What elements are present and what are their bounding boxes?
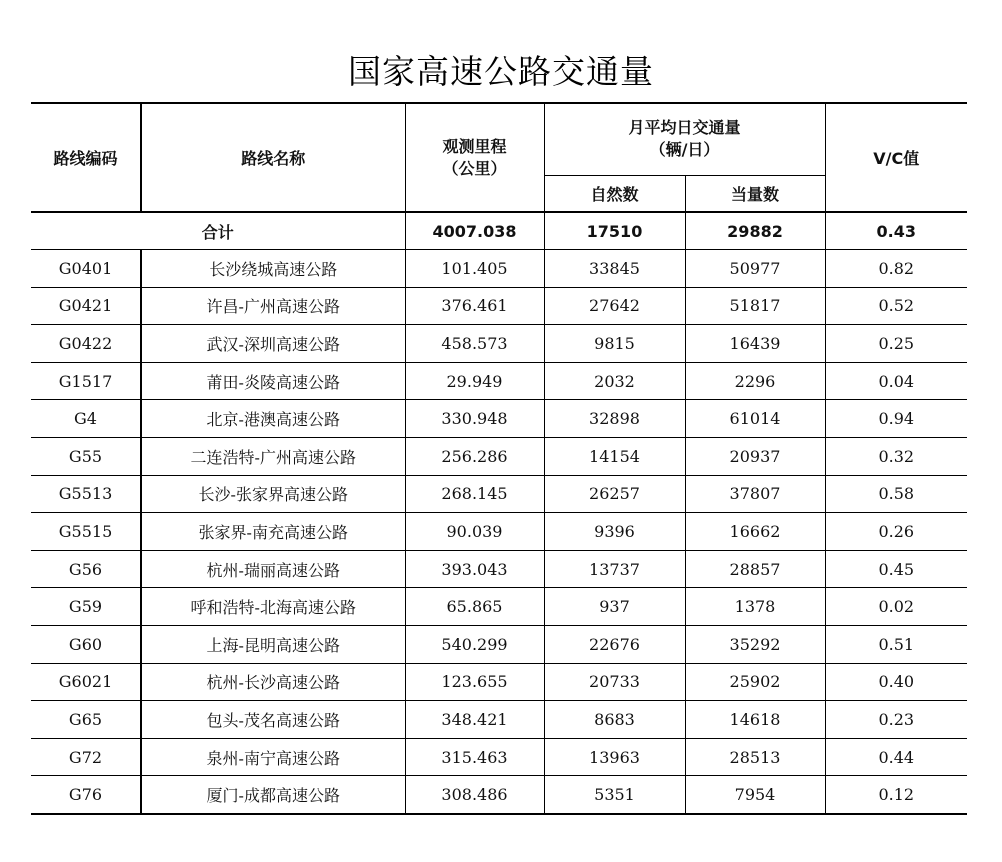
total-mileage: 4007.038	[405, 212, 544, 250]
cell-equivalent: 25902	[685, 663, 825, 701]
header-route-name: 路线名称	[141, 103, 405, 212]
table-row	[31, 287, 967, 325]
table-row	[31, 438, 967, 476]
cell-mileage: 268.145	[405, 475, 544, 513]
cell-route-code: G0401	[58, 258, 113, 278]
table-row	[31, 475, 967, 513]
cell-vc: 0.04	[825, 362, 967, 400]
header-traffic-line2: （辆/日）	[649, 140, 720, 160]
header-mileage-line1: 观测里程	[442, 136, 507, 156]
cell-route-name: 北京-港澳高速公路	[141, 400, 405, 438]
header-monthly-traffic	[544, 103, 825, 175]
cell-mileage: 458.573	[405, 325, 544, 363]
cell-vc: 0.25	[825, 325, 967, 363]
total-row	[31, 212, 967, 250]
table-row	[31, 250, 967, 288]
cell-equivalent: 7954	[685, 776, 825, 814]
cell-vc: 0.51	[825, 626, 967, 664]
cell-route-code: G6021	[58, 672, 113, 692]
cell-vc: 0.45	[825, 550, 967, 588]
table-row	[31, 701, 967, 739]
table-row	[31, 400, 967, 438]
cell-route-name: 长沙绕城高速公路	[141, 250, 405, 288]
cell-mileage: 101.405	[405, 250, 544, 288]
cell-natural: 9815	[544, 325, 685, 363]
header-mileage	[405, 103, 544, 212]
cell-natural: 13737	[544, 550, 685, 588]
cell-natural: 20733	[544, 663, 685, 701]
header-equivalent: 当量数	[685, 175, 825, 212]
cell-vc: 0.23	[825, 701, 967, 739]
cell-natural: 27642	[544, 287, 685, 325]
cell-route-code: G4	[74, 409, 97, 429]
cell-equivalent: 28513	[685, 738, 825, 776]
cell-route-code: G60	[68, 634, 103, 654]
cell-vc: 0.44	[825, 738, 967, 776]
cell-vc: 0.32	[825, 438, 967, 476]
cell-route-name: 武汉-深圳高速公路	[141, 325, 405, 363]
cell-route-name: 泉州-南宁高速公路	[141, 738, 405, 776]
cell-route-code: G0421	[58, 296, 113, 316]
cell-route-code: G59	[68, 597, 103, 617]
cell-route-name: 莆田-炎陵高速公路	[141, 362, 405, 400]
cell-mileage: 540.299	[405, 626, 544, 664]
cell-mileage: 393.043	[405, 550, 544, 588]
cell-route-name: 二连浩特-广州高速公路	[141, 438, 405, 476]
cell-vc: 0.52	[825, 287, 967, 325]
header-mileage-line2: （公里）	[442, 158, 507, 178]
cell-mileage: 376.461	[405, 287, 544, 325]
table-row	[31, 550, 967, 588]
cell-natural: 33845	[544, 250, 685, 288]
cell-route-code: G5513	[58, 484, 113, 504]
cell-equivalent: 20937	[685, 438, 825, 476]
table-row	[31, 588, 967, 626]
cell-natural: 26257	[544, 475, 685, 513]
cell-mileage: 29.949	[405, 362, 544, 400]
cell-natural: 13963	[544, 738, 685, 776]
cell-equivalent: 35292	[685, 626, 825, 664]
page-title: 国家高速公路交通量	[348, 52, 654, 91]
cell-natural: 14154	[544, 438, 685, 476]
cell-vc: 0.82	[825, 250, 967, 288]
cell-route-name: 许昌-广州高速公路	[141, 287, 405, 325]
total-equivalent: 29882	[685, 212, 825, 250]
cell-route-code: G0422	[58, 334, 113, 354]
cell-natural: 32898	[544, 400, 685, 438]
cell-natural: 9396	[544, 513, 685, 551]
cell-route-name: 长沙-张家界高速公路	[141, 475, 405, 513]
table-row	[31, 513, 967, 551]
cell-mileage: 315.463	[405, 738, 544, 776]
cell-natural: 8683	[544, 701, 685, 739]
table-row	[31, 325, 967, 363]
cell-equivalent: 14618	[685, 701, 825, 739]
cell-natural: 2032	[544, 362, 685, 400]
cell-route-name: 厦门-成都高速公路	[141, 776, 405, 814]
cell-equivalent: 28857	[685, 550, 825, 588]
cell-route-code: G65	[68, 710, 103, 730]
cell-route-name: 杭州-瑞丽高速公路	[141, 550, 405, 588]
total-label: 合计	[201, 222, 234, 242]
total-natural: 17510	[544, 212, 685, 250]
cell-equivalent: 16662	[685, 513, 825, 551]
cell-route-code: G76	[68, 784, 103, 804]
table-row	[31, 626, 967, 664]
cell-equivalent: 16439	[685, 325, 825, 363]
cell-natural: 937	[544, 588, 685, 626]
cell-vc: 0.40	[825, 663, 967, 701]
cell-mileage: 123.655	[405, 663, 544, 701]
cell-route-name: 张家界-南充高速公路	[141, 513, 405, 551]
table-row	[31, 738, 967, 776]
cell-equivalent: 51817	[685, 287, 825, 325]
cell-route-code: G56	[68, 559, 103, 579]
table-row	[31, 663, 967, 701]
cell-route-name: 包头-茂名高速公路	[141, 701, 405, 739]
cell-vc: 0.58	[825, 475, 967, 513]
cell-route-name: 呼和浩特-北海高速公路	[141, 588, 405, 626]
cell-route-code: G55	[68, 446, 103, 466]
header-natural: 自然数	[544, 175, 685, 212]
cell-vc: 0.12	[825, 776, 967, 814]
cell-route-name: 上海-昆明高速公路	[141, 626, 405, 664]
cell-equivalent: 2296	[685, 362, 825, 400]
table-row	[31, 776, 967, 814]
cell-equivalent: 50977	[685, 250, 825, 288]
cell-route-code: G72	[68, 747, 103, 767]
cell-route-name: 杭州-长沙高速公路	[141, 663, 405, 701]
cell-mileage: 308.486	[405, 776, 544, 814]
cell-mileage: 65.865	[405, 588, 544, 626]
cell-vc: 0.26	[825, 513, 967, 551]
table-row	[31, 362, 967, 400]
header-traffic-line1: 月平均日交通量	[628, 118, 741, 138]
cell-natural: 22676	[544, 626, 685, 664]
cell-natural: 5351	[544, 776, 685, 814]
total-vc: 0.43	[825, 212, 967, 250]
cell-mileage: 90.039	[405, 513, 544, 551]
traffic-table	[31, 102, 967, 815]
cell-route-code: G5515	[58, 522, 113, 542]
cell-mileage: 256.286	[405, 438, 544, 476]
header-route-code: 路线编码	[31, 103, 141, 212]
cell-vc: 0.94	[825, 400, 967, 438]
cell-route-code: G1517	[58, 371, 113, 391]
cell-mileage: 348.421	[405, 701, 544, 739]
cell-mileage: 330.948	[405, 400, 544, 438]
cell-equivalent: 61014	[685, 400, 825, 438]
cell-vc: 0.02	[825, 588, 967, 626]
header-vc: V/C值	[825, 103, 967, 212]
cell-equivalent: 1378	[685, 588, 825, 626]
cell-equivalent: 37807	[685, 475, 825, 513]
